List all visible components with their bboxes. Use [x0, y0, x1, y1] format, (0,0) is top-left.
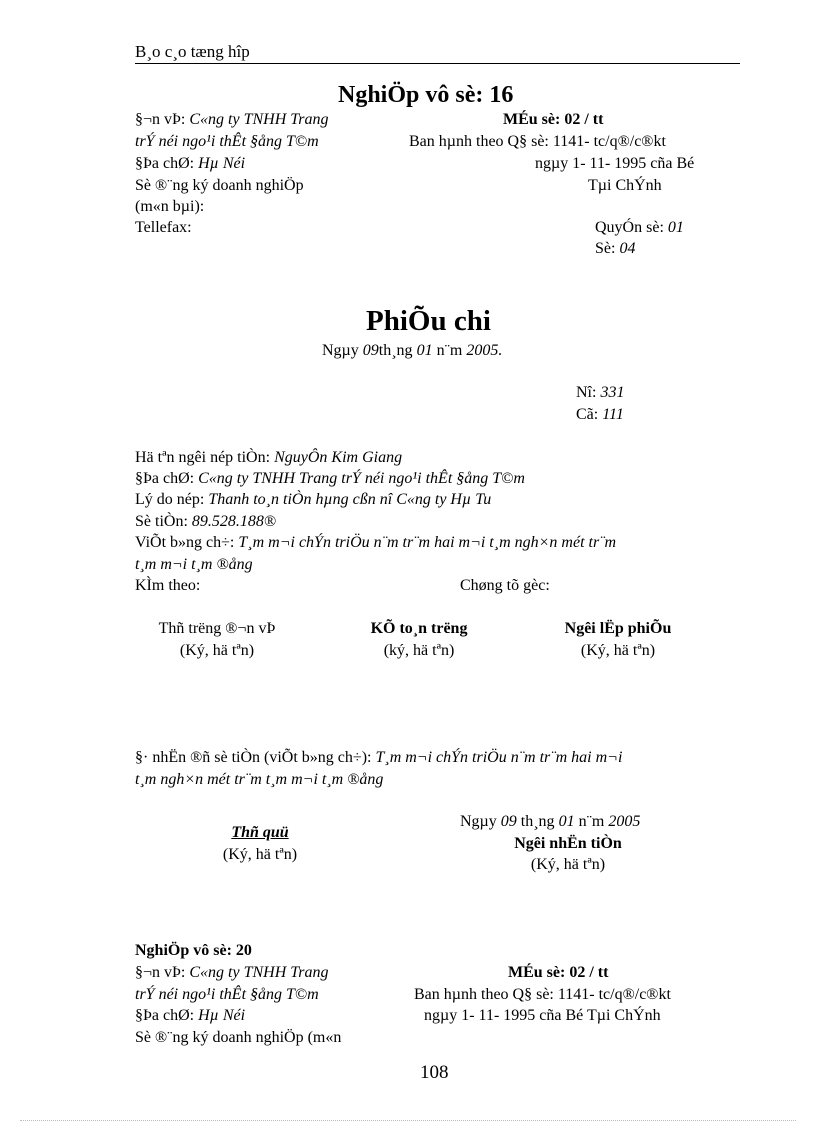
- received-label: §· nhËn ®ñ sè tiÒn (viÕt b»ng ch÷):: [135, 749, 376, 766]
- voucher-date: [322, 341, 502, 360]
- receiver-address-label: §Þa chØ:: [135, 470, 199, 487]
- debit-value: 331: [600, 384, 625, 401]
- treasurer-note: (Ký, hä tªn): [222, 846, 298, 863]
- page-bottom-divider: [20, 1120, 796, 1121]
- received-amount: [135, 748, 622, 767]
- address-value: Hµ Néi: [198, 155, 246, 172]
- date2-month-label: th¸ng: [516, 813, 559, 830]
- section1-unit: [135, 110, 329, 129]
- signature-accountant-note: (ký, hä tªn): [383, 642, 455, 659]
- header-divider: [135, 63, 740, 64]
- address-label: §Þa chØ:: [135, 155, 199, 172]
- reason-label: Lý do nép:: [135, 491, 209, 508]
- book-label: QuyÓn sè:: [595, 219, 668, 236]
- section1-issued-line3: Tµi ChÝnh: [588, 177, 662, 194]
- amount-value: 89.528.188®: [191, 513, 277, 530]
- section1-issued-line1: Ban hµnh theo Q§ sè: 1141- tc/q®/c®kt: [409, 133, 666, 150]
- running-header: B¸o c¸o tæng hîp: [135, 42, 250, 61]
- debit-label: Nî:: [576, 384, 601, 401]
- number-label: Sè:: [595, 240, 620, 257]
- unit-label: §¬n vÞ:: [135, 111, 190, 128]
- section1-issued-line2: ngµy 1- 11- 1995 cña Bé: [535, 155, 695, 172]
- section1-registration: Sè ®¨ng ký doanh nghiÖp: [135, 177, 304, 194]
- credit-value: 111: [602, 406, 624, 423]
- words-value: T¸m m¬i chÝn triÖu n¨m tr¨m hai m¬i t¸m ngh×n mét tr¨m: [238, 534, 617, 551]
- unit-value: C«ng ty TNHH Trang: [189, 111, 329, 128]
- payment-amount: [135, 512, 276, 531]
- credit-label: Cã:: [576, 406, 603, 423]
- signature-director-title: Thñ trëng ®¬n vÞ: [158, 620, 276, 637]
- amount-in-words: [135, 533, 616, 552]
- page-number: 108: [420, 1062, 449, 1083]
- source-documents: Chøng tõ gèc:: [460, 577, 550, 594]
- section2-unit: [135, 963, 329, 982]
- signature-preparer-title: Ngêi lËp phiÕu: [564, 620, 672, 637]
- section2-form-number: MÉu sè: 02 / tt: [508, 964, 609, 981]
- recipient-note: (Ký, hä tªn): [530, 856, 606, 873]
- receiver-address-value: C«ng ty TNHH Trang trÝ néi ngo¹i thÊt §ång T©m: [198, 470, 525, 487]
- receiver-value: NguyÔn Kim Giang: [274, 449, 403, 466]
- date-year-label: n¨m: [432, 342, 467, 359]
- receiver-label: Hä tªn ngêi nép tiÒn:: [135, 449, 275, 466]
- section1-title: NghiÖp vô sè: 16: [338, 82, 514, 108]
- section1-address: [135, 154, 245, 173]
- date2-day: 09: [500, 813, 517, 830]
- date2-year: 2005: [608, 813, 641, 830]
- date2-month: 01: [558, 813, 575, 830]
- recipient-date: [460, 812, 640, 831]
- section2-issued-line2: ngµy 1- 11- 1995 cña Bé Tµi ChÝnh: [424, 1007, 661, 1024]
- payment-reason: [135, 490, 491, 509]
- section1-registration-line2: (m«n bµi):: [135, 198, 205, 215]
- date-prefix: Ngµy: [322, 342, 363, 359]
- words-label: ViÕt b»ng ch÷:: [135, 534, 239, 551]
- signature-accountant-title: KÕ to¸n trëng: [370, 620, 468, 637]
- section2-issued-line1: Ban hµnh theo Q§ sè: 1141- tc/q®/c®kt: [414, 986, 671, 1003]
- reason-value: Thanh to¸n tiÒn hµng cßn nî C«ng ty Hµ Tu: [208, 491, 492, 508]
- section2-unit-line2: trÝ néi ngo¹i thÊt §ång T©m: [135, 986, 319, 1003]
- signature-director-note: (Ký, hä tªn): [179, 642, 255, 659]
- debit-account: [576, 383, 624, 402]
- unit-value: C«ng ty TNHH Trang: [189, 964, 329, 981]
- section1-unit-line2: trÝ néi ngo¹i thÊt §ång T©m: [135, 133, 319, 150]
- date-month: 01: [416, 342, 433, 359]
- address-label: §Þa chØ:: [135, 1007, 199, 1024]
- amount-label: Sè tiÒn:: [135, 513, 192, 530]
- date-year: 2005.: [466, 342, 503, 359]
- date2-prefix: Ngµy: [460, 813, 501, 830]
- section2-title: NghiÖp vô sè: 20: [135, 942, 252, 959]
- receiver-address: [135, 469, 525, 488]
- received-amount-line2: t¸m ngh×n mét tr¨m t¸m m¬i t¸m ®ång: [135, 771, 384, 788]
- attached: KÌm theo:: [135, 577, 201, 594]
- address-value: Hµ Néi: [198, 1007, 246, 1024]
- date2-year-label: n¨m: [574, 813, 609, 830]
- section1-book: [595, 218, 684, 237]
- signature-preparer-note: (Ký, hä tªn): [580, 642, 656, 659]
- recipient-title: Ngêi nhËn tiÒn: [514, 835, 622, 852]
- date-month-label: th¸ng: [378, 342, 417, 359]
- section1-fax: Tellefax:: [135, 219, 192, 236]
- received-value: T¸m m¬i chÝn triÖu n¨m tr¨m hai m¬i: [375, 749, 623, 766]
- section1-number: [595, 239, 635, 258]
- voucher-title: PhiÕu chi: [366, 305, 491, 337]
- book-value: 01: [667, 219, 684, 236]
- section1-form-number: MÉu sè: 02 / tt: [503, 111, 604, 128]
- section2-registration: Sè ®¨ng ký doanh nghiÖp (m«n: [135, 1029, 342, 1046]
- treasurer-title: Thñ quü: [231, 824, 289, 841]
- unit-label: §¬n vÞ:: [135, 964, 190, 981]
- section2-address: [135, 1006, 245, 1025]
- number-value: 04: [619, 240, 636, 257]
- date-day: 09: [362, 342, 379, 359]
- receiver-name: [135, 448, 402, 467]
- credit-account: [576, 405, 624, 424]
- amount-in-words-line2: t¸m m¬i t¸m ®ång: [135, 556, 253, 573]
